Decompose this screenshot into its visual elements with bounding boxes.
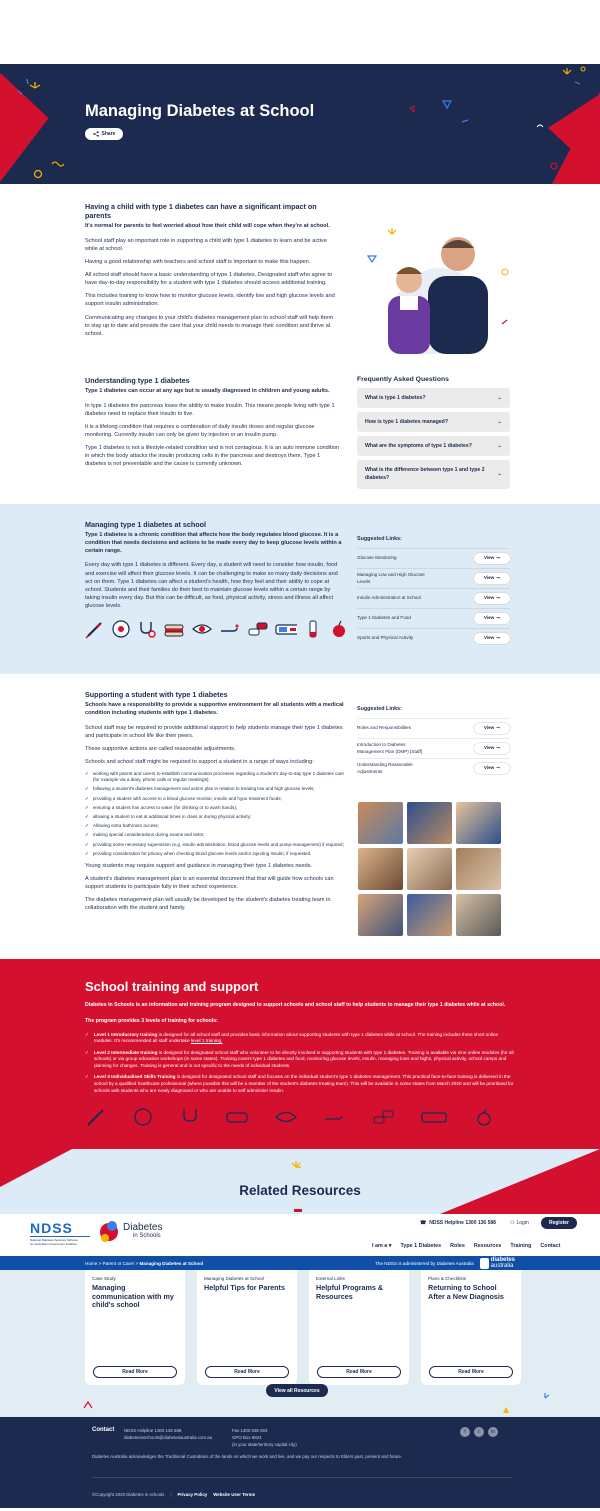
suggested-link-label: Understanding Reasonable Adjustments	[357, 762, 413, 774]
gallery-photo	[407, 894, 452, 936]
main-menu	[372, 1243, 560, 1249]
eye-icon	[191, 618, 213, 640]
menu-item-type-1-diabetes[interactable]: Type 1 Diabetes	[400, 1243, 442, 1249]
supporting-paragraph: A student's diabetes management plan is an essential document that that will guide how schools can support students to participate fully in their school experience.	[85, 876, 334, 891]
card-title: Helpful Tips for Parents	[204, 1283, 285, 1292]
suggested-link-label: Glucose Monitoring	[357, 555, 397, 561]
view-button[interactable]: View ⊸	[474, 723, 510, 734]
supporting-lead: Schools have a responsibility to provide a supportive environment for all students with a medical condition including students with type 1 diabetes.	[85, 702, 344, 716]
gallery-photo	[358, 848, 403, 890]
check-icon: ✓	[85, 804, 89, 810]
footer-contact-right	[232, 1427, 297, 1448]
card-title: Helpful Programs & Resources	[316, 1283, 384, 1301]
faq-item[interactable]	[357, 412, 510, 432]
view-button[interactable]: View ⊸	[474, 613, 510, 624]
suggested-link[interactable]	[357, 758, 510, 778]
faq-item[interactable]	[357, 388, 510, 408]
glucose-tablets-icon	[372, 1106, 396, 1128]
suggested-link-label: Sports and Physical Activity	[357, 635, 414, 641]
faq-item[interactable]	[357, 460, 510, 489]
read-more-button[interactable]: Read More	[205, 1366, 289, 1378]
intro-paragraph: This includes training to know how to monitor glucose levels, identify low and high glucose levels and support insulin administration.	[85, 293, 335, 308]
check-icon: ✓	[85, 771, 89, 777]
link-icon: ⊸	[496, 635, 501, 641]
list-item: ✓ providing some necessary supervision (e.g. insulin administration, blood glucose levels and pump-management) if required;	[85, 841, 344, 847]
link-icon: ⊸	[496, 555, 501, 561]
list-item: ✓ ensuring a student has access to water (for drinking or to wash hands);	[85, 804, 238, 810]
suggested-link[interactable]	[357, 718, 510, 738]
glucose-tablets-icon	[247, 618, 269, 640]
helpline-link[interactable]: ☎ NDSS Helpline 1300 136 588	[420, 1220, 496, 1226]
resource-cards-area	[0, 1270, 600, 1417]
suggested-link[interactable]	[357, 628, 510, 648]
check-icon: ✓	[85, 786, 89, 792]
view-button[interactable]: View ⊸	[474, 553, 510, 564]
list-item: ✓ following a student's diabetes management and action plan in relation to treating low and high glucose levels;	[85, 786, 315, 792]
chevron-down-icon: ⌄	[497, 395, 502, 401]
list-item: ✓ providing a student with access to a blood glucose monitor, insulin and hypo treatment foods;	[85, 795, 282, 801]
training-levels-intro: The program provides 3 levels of training for schools:	[85, 1018, 218, 1025]
support-checklist	[85, 771, 345, 857]
view-button[interactable]: View ⊸	[474, 743, 510, 754]
card-category: External Links	[316, 1276, 345, 1281]
suggested-links-heading: Suggested Links:	[357, 706, 402, 712]
facebook-icon[interactable]: f	[460, 1427, 470, 1437]
finger-prick-icon	[323, 1106, 347, 1128]
glucose-meter-icon	[420, 1106, 448, 1128]
site-navbar	[0, 1214, 600, 1256]
stethoscope-icon	[179, 1106, 201, 1128]
suggested-link-label: Managing Low and High Glucose Levels	[357, 572, 425, 584]
supporting-paragraph: These supportive actions are called reasonable adjustments.	[85, 745, 236, 752]
supporting-paragraph: Schools and school staff might be required to support a student in a range of ways including:	[85, 758, 314, 765]
gallery-photo	[358, 802, 403, 844]
stethoscope-icon	[137, 618, 157, 640]
training-heading: School training and support	[85, 979, 259, 994]
pen-icon	[85, 1106, 107, 1128]
chevron-down-icon: ⌄	[497, 470, 502, 477]
link-icon: ⊸	[496, 575, 501, 581]
training-section	[0, 959, 600, 1149]
menu-item-i-am-a[interactable]: I am a ▾	[372, 1243, 392, 1249]
pen-icon	[85, 618, 105, 640]
supporting-heading: Supporting a student with type 1 diabetes	[85, 690, 228, 699]
link-icon: ⊸	[496, 725, 501, 731]
related-heading: Related Resources	[239, 1183, 361, 1198]
breadcrumb-current: Managing Diabetes at School	[139, 1260, 204, 1266]
website-user-terms-link[interactable]: Website User Terms	[213, 1492, 256, 1497]
chevron-down-icon: ⌄	[497, 443, 502, 449]
footer-divider	[92, 1477, 512, 1478]
card-category: Managing Diabetes at School	[204, 1276, 265, 1281]
card-title: Managing communication with my child's school	[92, 1283, 174, 1310]
menu-item-roles[interactable]: Roles	[450, 1243, 465, 1249]
intro-paragraph: School staff play an important role in supporting a child with type 1 diabetes to learn and be active while at school.	[85, 237, 327, 252]
card-title: Returning to School After a New Diagnosis	[428, 1283, 504, 1301]
twitter-icon[interactable]: t	[474, 1427, 484, 1437]
link-icon: ⊸	[496, 595, 501, 601]
faq-question: How is type 1 diabetes managed?	[365, 419, 449, 425]
view-button[interactable]: View ⊸	[474, 763, 510, 774]
suggested-link-label: Introduction to Diabetes Management Plan (DMP) [Staff]	[357, 742, 423, 754]
diabetes-in-schools-logo-mark	[98, 1218, 120, 1244]
administered-by: The NDSS is administered by Diabetes Australia diabetes australia	[375, 1257, 515, 1269]
hero-people-image	[360, 214, 515, 354]
view-all-resources-button[interactable]: View all Resources	[266, 1384, 328, 1397]
apple-icon	[329, 618, 349, 640]
faq-question: What are the symptoms of type 1 diabetes?	[365, 443, 472, 449]
user-icon: ⚇	[510, 1220, 515, 1226]
list-item: ✓ working with parent and carers to establish communication processes regarding a student's day-to-day type 1 diabetes care (for example via a diary, phone calls or regular meetings);	[85, 771, 344, 783]
gallery-photo	[456, 848, 501, 890]
phone-icon: ☎	[420, 1220, 427, 1226]
list-item: ✓ Allowing extra bathroom access;	[85, 823, 159, 829]
suggested-link[interactable]	[357, 738, 510, 758]
footer-po-box: GPO Box 9824	[232, 1435, 262, 1441]
card-category: Case Study	[92, 1276, 116, 1281]
check-icon: ✓	[85, 832, 89, 838]
check-icon: ✓	[85, 850, 89, 856]
menu-item-resources[interactable]: Resources	[473, 1243, 502, 1249]
link-icon: ⊸	[496, 615, 501, 621]
faq-question: What is type 1 diabetes?	[365, 395, 426, 401]
suggested-link[interactable]	[357, 608, 510, 628]
chevron-down-icon: ⌄	[497, 419, 502, 425]
intro-paragraph: Communicating any changes to your child's diabetes management plan to school staff will help them to stay up to date and provide the care that your child needs to manage their condition and thrive at school.	[85, 314, 334, 337]
managing-suggested-links	[357, 536, 510, 648]
breadcrumb: Home > Parent or Carer > Managing Diabetes at School	[85, 1260, 204, 1266]
sandwich-icon	[163, 618, 185, 640]
understanding-paragraph: In type 1 diabetes the pancreas loses the ability to make insulin. This means people living with type 1 diabetes need to replace their insulin to live.	[85, 402, 335, 417]
list-item: ✓ providing consideration for privacy when checking blood glucose levels and/or injecting insulin; if requested.	[85, 850, 312, 856]
understanding-lead: Type 1 diabetes can occur at any age but is usually diagnosed in children and young adults.	[85, 388, 330, 394]
suggested-link-label: Insulin Administration at School	[357, 595, 421, 601]
suggested-link[interactable]	[357, 588, 510, 608]
footer-helpline[interactable]: NDSS Helpline 1300 136 588	[124, 1428, 182, 1433]
check-icon: ✓	[85, 823, 89, 829]
read-more-button[interactable]: Read More	[317, 1366, 401, 1378]
intro-lead: It's normal for parents to feel worried about how their child will cope when they're at school.	[85, 223, 330, 229]
training-lead: Diabetes in Schools is an information and training program designed to support schools and school staff to help students to manage their type 1 diabetes while at school.	[85, 1002, 506, 1008]
view-button[interactable]: View ⊸	[474, 593, 510, 604]
understanding-section	[0, 370, 600, 504]
view-button[interactable]: View ⊸	[474, 633, 510, 644]
linkedin-icon[interactable]: in	[488, 1427, 498, 1437]
footer-acknowledgement: Diabetes Australia acknowledges the Traditional Custodians of the lands on which we work and live, and we pay our respects to Elders past, present and future.	[92, 1454, 403, 1459]
diabetes-australia-logo[interactable]: diabetes australia	[480, 1257, 515, 1269]
cards-decoration	[0, 1270, 600, 1417]
related-resources-header	[0, 1149, 600, 1214]
finger-prick-icon	[219, 618, 241, 640]
diabetes-australia-logo-mark	[480, 1258, 489, 1269]
check-icon: ✓	[85, 841, 89, 847]
list-item: ✓ making special considerations during exams and tests;	[85, 832, 205, 838]
menu-item-contact[interactable]: Contact	[540, 1243, 561, 1249]
intro-paragraph: Having a good relationship with teachers and school staff is important to make this happen.	[85, 259, 311, 266]
share-button[interactable]	[85, 128, 123, 140]
top-spacer	[0, 0, 600, 64]
gallery-photo	[407, 802, 452, 844]
understanding-heading: Understanding type 1 diabetes	[85, 376, 190, 385]
footer-state: (in your state/territory capital city)	[232, 1442, 297, 1448]
related-decoration	[0, 1149, 600, 1214]
breadcrumb-home[interactable]: Home	[85, 1260, 98, 1266]
view-button[interactable]: View ⊸	[474, 573, 510, 584]
understanding-paragraph: It is a lifelong condition that requires a combination of daily insulin doses and regular glucose monitoring. Currently insulin can only be given by injection or an insulin pump.	[85, 424, 315, 439]
footer-contact-label: Contact	[92, 1427, 115, 1433]
list-item: ✓ allowing a student to eat at additional times in class or during physical activity;	[85, 814, 252, 820]
social-links	[460, 1427, 498, 1437]
training-icon-strip	[85, 1106, 495, 1128]
check-icon: ✓	[85, 795, 89, 801]
suggested-link-label: Type 1 Diabetes and Food	[357, 615, 411, 621]
ndss-logo[interactable]: NDSS National Diabetes Services Scheme An Australian Government Initiative	[30, 1220, 90, 1246]
ball-icon	[132, 1106, 154, 1128]
ball-icon	[111, 618, 131, 640]
glucose-meter-icon	[275, 618, 297, 640]
faq-question: What is the difference between type 1 and type 2 diabetes?	[365, 467, 485, 481]
gallery-photo	[358, 894, 403, 936]
supporting-paragraph: Young students may require support and guidance in managing their type 1 diabetes needs.	[85, 862, 313, 869]
supporting-paragraph: School staff may be required to provide additional support to help students manage their type 1 diabetes and participate in school life like their peers.	[85, 724, 343, 739]
understanding-paragraph: Type 1 diabetes is not a lifestyle-related condition and is not contagious. It is an auto immune condition in which the body attacks the insulin producing cells in the pancreas and destroys them. Type 1 diabetes is not preventable and the cause is currently unknown.	[85, 445, 340, 468]
menu-item-training[interactable]: Training	[510, 1243, 532, 1249]
gallery-photo	[456, 894, 501, 936]
level-1-training-link[interactable]: level 1 training.	[190, 1038, 223, 1044]
check-icon: ✓	[85, 1049, 89, 1055]
diabetes-in-schools-logo[interactable]: Diabetes in Schools	[98, 1218, 162, 1244]
supporting-section	[0, 674, 600, 959]
register-button[interactable]: Register	[541, 1217, 577, 1229]
check-icon: ✓	[85, 1031, 89, 1037]
faq-item[interactable]	[357, 436, 510, 456]
faq-panel	[357, 376, 510, 493]
share-label: Share	[101, 131, 116, 137]
hero-banner	[0, 64, 600, 184]
eye-icon	[274, 1106, 298, 1128]
list-item: ✓ Level 3 Individualised Skills Training is designed for designated school staff and focuses on the individual student's type 1 diabetes management. This practical face-to-face training is delivered in the school by a qualified healthcare professional (where possible this will be a member of the student's diabetes treating team). This will be available in some states from March 2020 and will be prioritised for schools with students who are newly diagnosed or who are unable to self administer insulin.	[85, 1074, 514, 1093]
footer-contact-left	[124, 1427, 212, 1441]
card-category: Plans & Checklists	[428, 1276, 467, 1281]
managing-section	[0, 504, 600, 674]
apple-icon	[473, 1106, 495, 1128]
privacy-policy-link[interactable]: Privacy Policy	[177, 1492, 208, 1497]
breadcrumb-parent[interactable]: Parent or Carer	[102, 1260, 135, 1266]
read-more-button[interactable]: Read More	[429, 1366, 513, 1378]
footer-bottom-links: ©Copyright 2020 Diabetes in schools | Privacy Policy Website User Terms	[92, 1492, 256, 1497]
diabetes-icon-strip	[85, 618, 342, 640]
supporting-suggested-links	[357, 706, 510, 778]
hero-decoration	[0, 64, 600, 184]
suggested-link[interactable]	[357, 568, 510, 588]
intro-paragraph: All school staff should have a basic understanding of type 1 diabetes. Designated staff who agree to have day-to-day responsibility for a student with type 1 diabetes should access additional training.	[85, 272, 333, 287]
link-icon: ⊸	[496, 745, 501, 751]
page-title: Managing Diabetes at School	[85, 102, 315, 120]
list-item: ✓ Level 2 Intermediate training is designed for designated school staff who volunteer to be directly involved in supporting students with type 1 diabetes. Training is available via nine online modules (for all schools) or via group education workshops (in some states). Training covers type 1 diabetes and food, monitoring glucose levels, insulin, managing lows and highs, physical activity, school camps and planning for changes. Training is general and is not specific to the needs of individual students.	[85, 1049, 514, 1068]
managing-lead: Type 1 diabetes is a chronic condition that affects how the body regulates blood glucose. It is a condition that needs decisions and actions to be made every day to keep glucose levels within a certain range.	[85, 532, 342, 554]
login-link[interactable]: ⚇ Login	[510, 1220, 529, 1226]
intro-section	[0, 184, 600, 370]
breadcrumb-bar	[0, 1256, 600, 1270]
suggested-link-label: Roles and Responsibilities	[357, 725, 411, 731]
test-strip-icon	[303, 618, 323, 640]
faq-heading: Frequently Asked Questions	[357, 376, 449, 383]
footer-email[interactable]: diabetesinschools@diabetesaustralia.com.au	[124, 1435, 213, 1441]
gallery-photo	[456, 802, 501, 844]
check-icon: ✓	[85, 1074, 89, 1080]
managing-paragraph: Every day with type 1 diabetes is different. Every day, a student will need to consider how insulin, food and exercise will affect their glucose levels. It can be challenging to make so many daily decisions and act on them. Type 1 diabetes can affect a student's health, how they feel and their ability to cope at school. Students and their families do their best to maintain glucose levels within a certain range by taking insulin every day. But this can be difficult, as food, physical activity, stress and illness all affect glucose levels.	[85, 562, 338, 610]
gallery-photo	[407, 848, 452, 890]
supporting-paragraph: The diabetes management plan will usually be developed by the student's diabetes treating team in collaboration with the student and family.	[85, 897, 331, 912]
suggested-links-heading: Suggested Links:	[357, 536, 402, 542]
share-icon	[93, 131, 99, 137]
sandwich-icon	[225, 1106, 249, 1128]
photo-gallery	[358, 802, 510, 936]
managing-heading: Managing type 1 diabetes at school	[85, 520, 207, 529]
list-item: ✓ Level 1 Introductory training is designed for all school staff and provides basic information about supporting students with type 1 diabetes while at school. The training includes three short online modules. It's recommended all staff undertake level 1 training.	[85, 1031, 499, 1044]
link-icon: ⊸	[496, 765, 501, 771]
site-footer	[0, 1417, 600, 1508]
intro-heading: Having a child with type 1 diabetes can have a significant impact on parents	[85, 202, 317, 220]
footer-copyright: ©Copyright 2020 Diabetes in schools	[92, 1492, 165, 1497]
training-levels	[85, 1032, 515, 1095]
check-icon: ✓	[85, 814, 89, 820]
read-more-button[interactable]: Read More	[93, 1366, 177, 1378]
footer-fax: Fax 1300 536 593	[232, 1428, 268, 1433]
suggested-link[interactable]	[357, 548, 510, 568]
